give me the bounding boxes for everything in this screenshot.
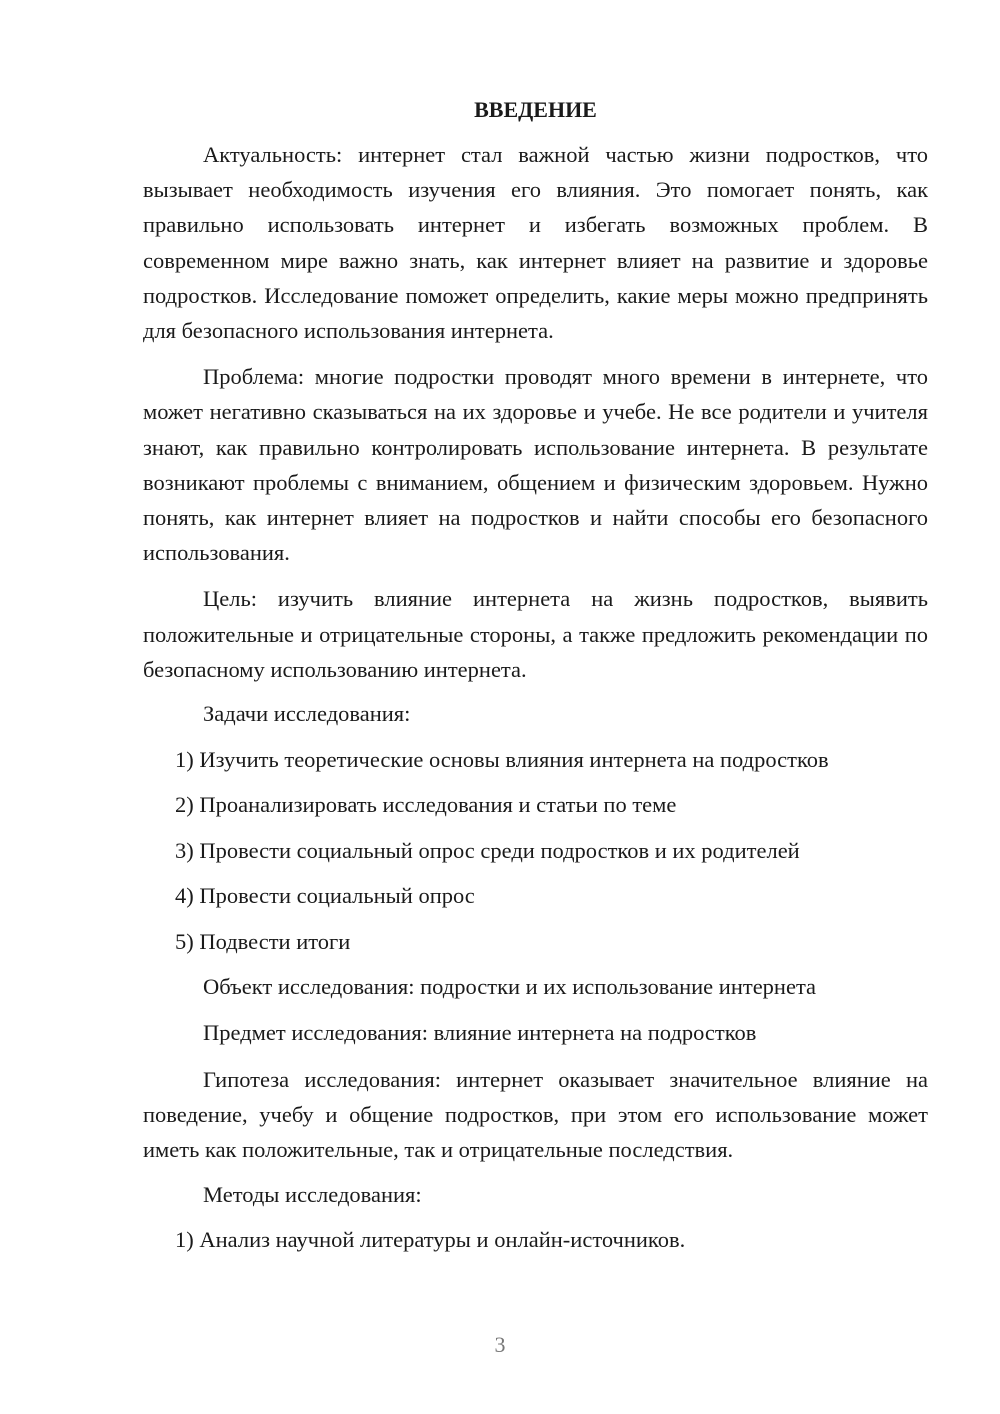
problem-paragraph: Проблема: многие подростки проводят много времени в интернете, что может негативно сказываться на их здоровье и учебе. Не все родители и учителя знают, как правильно контролировать использование интернета. В результате возникают проблемы с вниманием, общением и физическим здоровьем. Нужно понять, как интернет влияет на подростков и найти способы его безопасного использования. <box>143 364 928 566</box>
task-item: 1) Изучить теоретические основы влияния интернета на подростков <box>175 746 829 772</box>
task-item: 5) Подвести итоги <box>175 928 351 954</box>
relevance-paragraph: Актуальность: интернет стал важной частью жизни подростков, что вызывает необходимость изучения его влияния. Это помогает понять, как правильно использовать интернет и избегать возможных проблем. В современном мире важно знать, как интернет влияет на развитие и здоровье подростков. Исследование поможет определить, какие меры можно предпринять для безопасного использования интернета. <box>143 142 928 344</box>
methods-heading: Методы исследования: <box>203 1181 422 1207</box>
task-item: 4) Провести социальный опрос <box>175 883 475 909</box>
document-page <box>143 95 928 1270</box>
page-number: 3 <box>494 1332 506 1357</box>
tasks-heading: Задачи исследования: <box>203 701 411 727</box>
task-item: 3) Провести социальный опрос среди подростков и их родителей <box>175 837 800 863</box>
research-subject: Предмет исследования: влияние интернета на подростков <box>203 1019 757 1045</box>
research-object: Объект исследования: подростки и их использование интернета <box>203 974 817 1000</box>
task-item: 2) Проанализировать исследования и статьи по теме <box>175 792 677 818</box>
page-title: ВВЕДЕНИЕ <box>474 97 597 122</box>
hypothesis-paragraph: Гипотеза исследования: интернет оказывает значительное влияние на поведение, учебу и общение подростков, при этом его использование может иметь как положительные, так и отрицательные последствия. <box>143 1067 928 1163</box>
method-item: 1) Анализ научной литературы и онлайн-источников. <box>175 1227 686 1253</box>
goal-paragraph: Цель: изучить влияние интернета на жизнь подростков, выявить положительные и отрицательные стороны, а также предложить рекомендации по безопасному использованию интернета. <box>143 586 928 682</box>
